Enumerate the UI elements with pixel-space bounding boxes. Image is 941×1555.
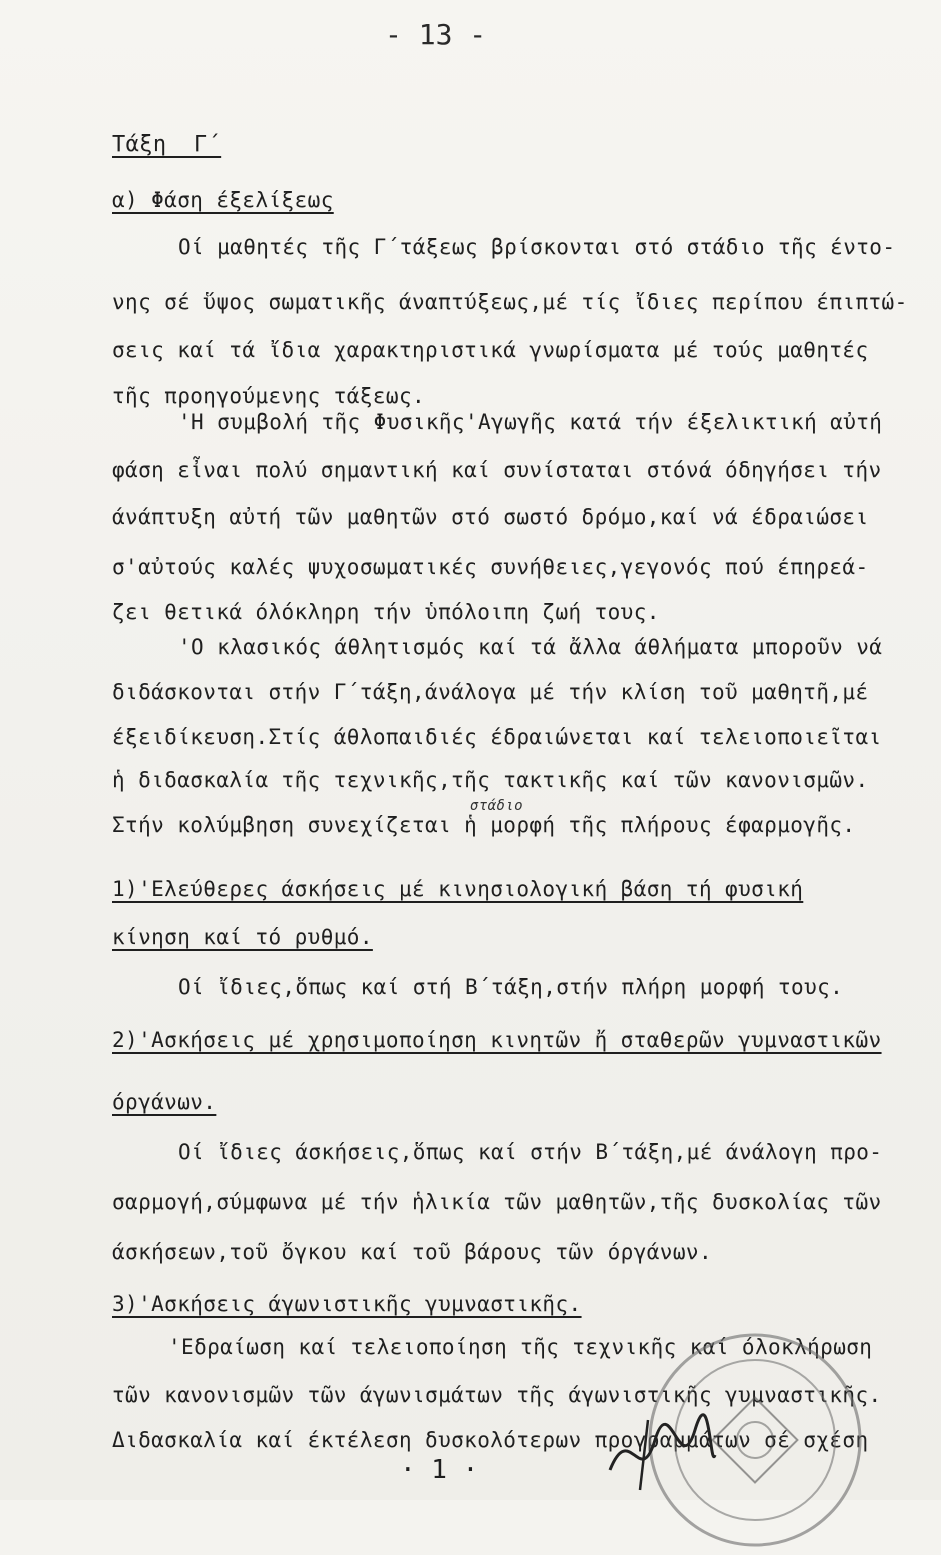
text-line: Οί ἴδιες άσκήσεις,ὅπως καί στήν Β΄τάξη,μέ άνάλογη προ- bbox=[178, 1140, 883, 1164]
section-title: Τάξη Γ΄ bbox=[112, 132, 222, 157]
text-line: 'Εδραίωση καί τελειοποίηση τῆς τεχνικῆς καί όλοκλήρωση bbox=[168, 1335, 873, 1359]
text-line: φάση εἶναι πολύ σημαντική καί συνίσταται στόνά όδηγήσει τήν bbox=[112, 458, 882, 482]
text-line: σαρμογή,σύμφωνα μέ τήν ἡλικία τῶν μαθητῶν,τῆς δυσκολίας τῶν bbox=[112, 1190, 882, 1214]
handwritten-correction: στάδιο bbox=[470, 798, 523, 814]
handwritten-signature bbox=[600, 1400, 720, 1500]
text-line: σ'αὐτούς καλές ψυχοσωματικές συνήθειες,γεγονός πού έπηρεά- bbox=[112, 555, 869, 579]
text-line: άσκήσεων,τοῦ ὄγκου καί τοῦ βάρους τῶν όργάνων. bbox=[112, 1240, 712, 1264]
text-line: ἡ διδασκαλία τῆς τεχνικῆς,τῆς τακτικῆς καί τῶν κανονισμῶν. bbox=[112, 768, 869, 792]
text-line: σεις καί τά ἴδια χαρακτηριστικά γνωρίσματα μέ τούς μαθητές bbox=[112, 338, 869, 362]
heading-competitive-gymnastics: 3)'Ασκήσεις άγωνιστικῆς γυμναστικῆς. bbox=[112, 1292, 582, 1316]
footer-mark: · 1 · bbox=[400, 1455, 479, 1485]
heading-apparatus-exercises: 2)'Ασκήσεις μέ χρησιμοποίηση κινητῶν ἤ σταθερῶν γυμναστικῶν bbox=[112, 1028, 882, 1052]
text-line: 'Η συμβολή τῆς Φυσικῆς'Αγωγῆς κατά τήν έξελικτική αὐτή bbox=[178, 410, 883, 434]
text-line: τῆς προηγούμενης τάξεως. bbox=[112, 384, 426, 408]
text-line: Διδασκαλία καί έκτέλεση δυσκολότερων προγραμμάτων σέ σχέση bbox=[112, 1428, 869, 1452]
text-line: Οί ἴδιες,ὅπως καί στή Β΄τάξη,στήν πλήρη μορφή τους. bbox=[178, 975, 844, 999]
text-line: Στήν κολύμβηση συνεχίζεται ἡ μορφή τῆς πλήρους έφαρμογῆς. bbox=[112, 813, 856, 837]
text-line: νης σέ ὕψος σωματικῆς άναπτύξεως,μέ τίς ἴδιες περίπου έπιπτώ- bbox=[112, 290, 908, 314]
text-line: ζει θετικά όλόκληρη τήν ὑπόλοιπη ζωή τους. bbox=[112, 600, 660, 624]
heading-apparatus-exercises-cont: όργάνων. bbox=[112, 1090, 217, 1114]
text-line: άνάπτυξη αὐτή τῶν μαθητῶν στό σωστό δρόμο,καί νά έδραιώσει bbox=[112, 505, 869, 529]
heading-phase: α) Φάση έξελίξεως bbox=[112, 188, 334, 212]
text-line: 'Ο κλασικός άθλητισμός καί τά ἄλλα άθλήματα μποροῦν νά bbox=[178, 635, 883, 659]
text-line: έξειδίκευση.Στίς άθλοπαιδιές έδραιώνεται καί τελειοποιεῖται bbox=[112, 725, 882, 749]
text-line: τῶν κανονισμῶν τῶν άγωνισμάτων τῆς άγωνιστικῆς γυμναστικῆς. bbox=[112, 1383, 882, 1407]
page-number: - 13 - bbox=[385, 18, 487, 51]
heading-free-exercises: 1)'Ελεύθερες άσκήσεις μέ κινησιολογική βάση τή φυσική bbox=[112, 877, 804, 901]
text-line: διδάσκονται στήν Γ΄τάξη,άνάλογα μέ τήν κλίση τοῦ μαθητῆ,μέ bbox=[112, 680, 869, 704]
heading-free-exercises-cont: κίνηση καί τό ρυθμό. bbox=[112, 925, 373, 949]
text-line: Οί μαθητές τῆς Γ΄τάξεως βρίσκονται στό στάδιο τῆς έντο- bbox=[178, 235, 896, 259]
